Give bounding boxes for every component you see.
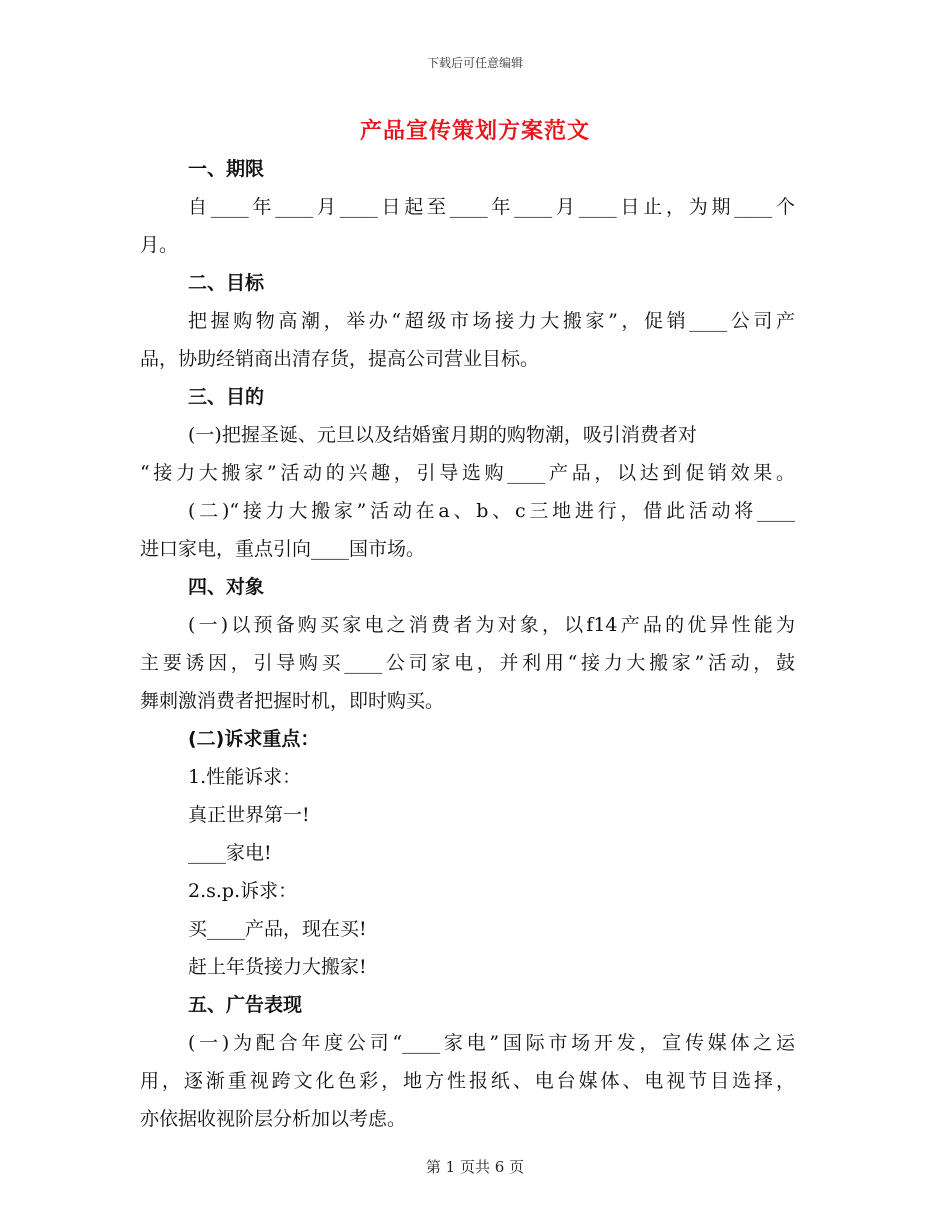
paragraph-line: 把握购物高潮，举办“超级市场接力大搬家”，促销____公司产: [188, 310, 795, 332]
paragraph-line: 用，逐渐重视跨文化色彩，地方性报纸、电台媒体、电视节目选择，: [140, 1070, 795, 1092]
paragraph-line: “接力大搬家”活动的兴趣，引导选购____产品，以达到促销效果。: [140, 462, 795, 484]
section-heading: 五、广告表现: [188, 994, 303, 1016]
paragraph-line: 买____产品，现在买!: [188, 918, 367, 940]
paragraph-line: 自____年____月____日起至____年____月____日止，为期____个: [188, 196, 795, 218]
paragraph-line: 真正世界第一!: [188, 804, 310, 826]
paragraph-line: (一)为配合年度公司“____家电”国际市场开发，宣传媒体之运: [188, 1032, 795, 1054]
paragraph-line: ____家电!: [188, 842, 272, 864]
page-number-footer: 第 1 页共 6 页: [425, 1158, 525, 1176]
paragraph-line: 舞刺激消费者把握时机，即时购买。: [140, 690, 445, 712]
paragraph-line: 主要诱因，引导购买____公司家电，并利用“接力大搬家”活动，鼓: [140, 652, 795, 674]
section-heading: 三、目的: [188, 386, 265, 408]
section-heading: 一、期限: [188, 158, 265, 180]
paragraph-line: (二)“接力大搬家”活动在a、b、c三地进行，借此活动将____: [188, 500, 795, 522]
document-title: 产品宣传策划方案范文: [359, 119, 590, 144]
section-heading: 四、对象: [188, 576, 265, 598]
document-body: [140, 150, 795, 1138]
page-header-note: 下载后可任意编辑: [426, 56, 523, 70]
paragraph-line: (一)把握圣诞、元旦以及结婚蜜月期的购物潮，吸引消费者对: [188, 424, 697, 446]
paragraph-line: 品，协助经销商出清存货，提高公司营业目标。: [140, 348, 540, 370]
paragraph-line: 月。: [140, 234, 179, 256]
paragraph-line: 1.性能诉求：: [188, 766, 302, 788]
paragraph-line: (一)以预备购买家电之消费者为对象，以f14产品的优异性能为: [188, 614, 795, 636]
section-heading: 二、目标: [188, 272, 265, 294]
section-heading: (二)诉求重点：: [188, 728, 320, 750]
paragraph-line: 2.s.p.诉求：: [188, 880, 298, 902]
paragraph-line: 赶上年货接力大搬家!: [188, 956, 367, 978]
paragraph-line: 进口家电，重点引向____国市场。: [140, 538, 426, 560]
paragraph-line: 亦依据收视阶层分析加以考虑。: [140, 1108, 407, 1130]
